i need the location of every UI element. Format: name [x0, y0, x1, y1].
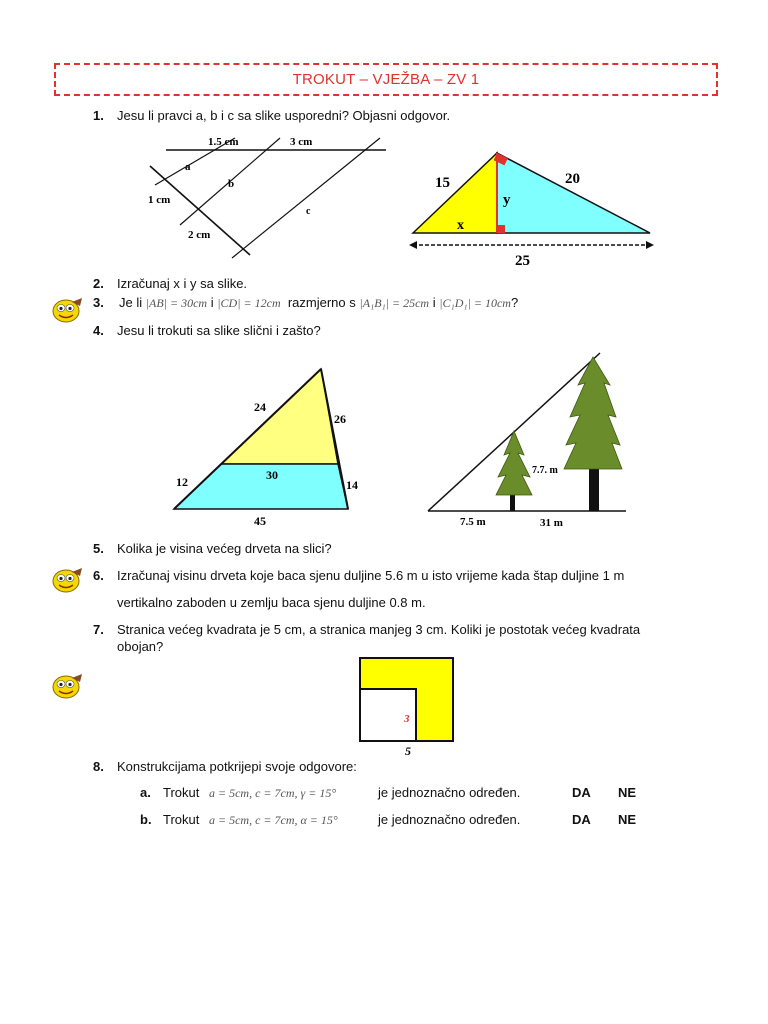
question-text: i	[210, 295, 214, 310]
question-text: razmjerno s	[287, 295, 356, 310]
sub-question-letter: a.	[140, 785, 151, 800]
math-expression: |AB| = 30cm	[145, 296, 208, 310]
similar-triangles-figure	[168, 365, 368, 530]
side-label: 14	[346, 478, 358, 492]
side-label: 24	[254, 400, 266, 414]
line-label: b	[228, 178, 235, 190]
shadow-label: 7.5 m	[460, 516, 486, 528]
question-text: Trokut	[163, 812, 200, 827]
answer-yes[interactable]: DA	[572, 785, 591, 800]
small-side-label: 3	[404, 713, 410, 725]
question-text: Jesu li pravci a, b i c sa slike usporedni? Objasni odgovor.	[117, 108, 451, 123]
question-text: Trokut	[163, 785, 200, 800]
question-text: Konstrukcijama potkrijepi svoje odgovore:	[117, 759, 357, 774]
math-expression: |CD| = 12cm	[217, 296, 281, 310]
right-triangle-figure	[405, 145, 660, 270]
sub-question-b	[140, 811, 660, 829]
segment-label: 1 cm	[148, 194, 171, 206]
base-label: 25	[515, 253, 530, 269]
math-expression: a = 5cm, c = 7cm, γ = 15°	[209, 786, 337, 800]
squares-figure	[355, 655, 465, 760]
question-text: Jesu li trokuti sa slike slični i zašto?	[117, 323, 321, 338]
question-number: 4.	[93, 323, 104, 338]
page-title: TROKUT – VJEŽBA – ZV 1	[292, 71, 480, 88]
smiley-icon	[50, 672, 86, 700]
question-number: 1.	[93, 108, 104, 123]
side-label: 20	[565, 171, 580, 187]
sub-question-a	[140, 784, 660, 802]
question-text: Stranica većeg kvadrata je 5 cm, a stranica manjeg 3 cm. Koliki je postotak većeg kvadrata	[117, 622, 641, 637]
math-expression: |C₁D₁| = 10cm	[439, 296, 511, 310]
base-label: 45	[254, 514, 266, 528]
question-number: 7.	[93, 622, 104, 637]
big-side-label: 5	[405, 744, 411, 758]
question-number: 8.	[93, 759, 104, 774]
segment-label: 3 cm	[290, 136, 313, 148]
line-label: c	[306, 206, 311, 217]
question-text: je jednoznačno određen.	[378, 785, 521, 800]
height-label: y	[503, 192, 511, 208]
question-number: 5.	[93, 541, 104, 556]
smiley-icon	[50, 566, 86, 594]
question-number: 6.	[93, 568, 104, 583]
question-number: 3.	[93, 295, 104, 310]
title-box	[54, 63, 718, 96]
question-text: i	[432, 295, 436, 310]
side-label: 30	[266, 468, 278, 482]
side-label: 12	[176, 475, 188, 489]
parallel-lines-figure	[140, 130, 390, 265]
shadow-label: 31 m	[540, 517, 563, 529]
smiley-icon	[50, 296, 86, 324]
answer-no[interactable]: NE	[618, 785, 637, 800]
question-text: Kolika je visina većeg drveta na slici?	[117, 541, 332, 556]
trees-figure	[420, 345, 630, 530]
question-number: 2.	[93, 276, 104, 291]
height-label: 7.7. m	[532, 465, 558, 476]
question-text: Je li	[119, 295, 143, 310]
segment-label: 1.5 cm	[208, 136, 239, 148]
question-text: ?	[510, 295, 519, 310]
answer-yes[interactable]: DA	[572, 812, 591, 827]
question-text: vertikalno zaboden u zemlju baca sjenu duljine 0.8 m.	[117, 595, 426, 610]
question-text: Izračunaj visinu drveta koje baca sjenu duljine 5.6 m u isto vrijeme kada štap duljine 1 m	[117, 568, 625, 583]
line-label: a	[185, 161, 191, 173]
question-text: Izračunaj x i y sa slike.	[117, 276, 248, 291]
question-text: je jednoznačno određen.	[378, 812, 521, 827]
segment-label: 2 cm	[188, 229, 211, 241]
math-expression: |A₁B₁| = 25cm	[359, 296, 430, 310]
side-label: 26	[334, 412, 346, 426]
sub-question-letter: b.	[140, 812, 152, 827]
side-label: 15	[435, 175, 450, 191]
question-text: obojan?	[117, 639, 164, 654]
segment-label: x	[457, 218, 464, 233]
math-expression: a = 5cm, c = 7cm, α = 15°	[209, 813, 338, 827]
answer-no[interactable]: NE	[618, 812, 637, 827]
